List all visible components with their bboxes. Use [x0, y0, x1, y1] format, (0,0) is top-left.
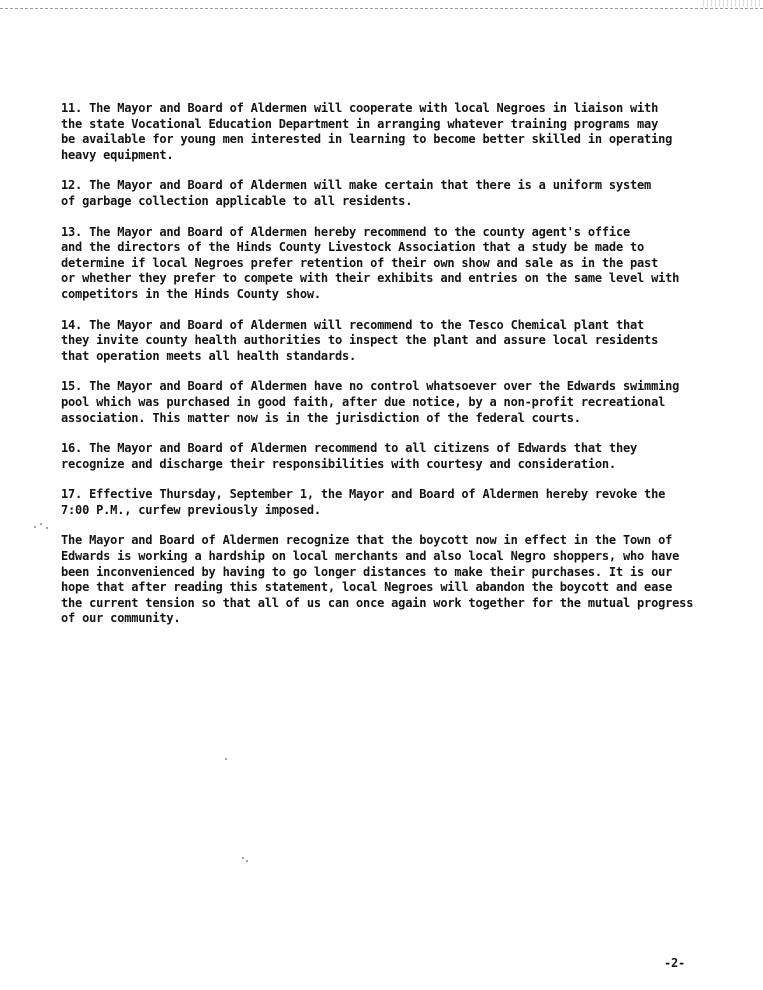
paragraph-line: 15. The Mayor and Board of Aldermen have no control whatsoever over the Edwards swimming [61, 379, 680, 394]
paragraph-line: that operation meets all health standards. [61, 348, 357, 363]
scan-noise [703, 0, 763, 7]
paragraph-line: be available for young men interested in learning to become better skilled in operating [61, 132, 673, 147]
scan-speck [225, 758, 227, 760]
paragraph [61, 178, 733, 209]
paragraph [61, 441, 733, 472]
paragraph-line: competitors in the Hinds County show. [61, 286, 321, 301]
scan-speck [34, 526, 36, 528]
paragraph [61, 379, 733, 426]
document-body [61, 101, 733, 642]
paragraph-line: 16. The Mayor and Board of Aldermen recommend to all citizens of Edwards that they [61, 441, 638, 456]
paragraph-line: pool which was purchased in good faith, after due notice, by a non-profit recreational [61, 394, 666, 409]
scan-speck [40, 523, 42, 525]
paragraph [61, 533, 733, 627]
paragraph [61, 318, 733, 365]
page-number: -2- [664, 956, 686, 970]
paragraph-line: of our community. [61, 611, 181, 626]
paragraph-line: 13. The Mayor and Board of Aldermen hereby recommend to the county agent's office [61, 224, 630, 239]
paragraph-line: the state Vocational Education Department in arranging whatever training programs may [61, 116, 659, 131]
scan-speck [242, 857, 244, 859]
paragraph-line: 11. The Mayor and Board of Aldermen will cooperate with local Negroes in liaison with [61, 101, 659, 115]
paragraph-line: recognize and discharge their responsibilities with courtesy and consideration. [61, 456, 616, 471]
paragraph [61, 487, 733, 518]
scan-speck [246, 860, 248, 862]
paragraph [61, 225, 733, 303]
paragraph-line: 7:00 P.M., curfew previously imposed. [61, 502, 321, 517]
paragraph-line: The Mayor and Board of Aldermen recognize that the boycott now in effect in the Town of [61, 533, 673, 548]
paragraph-line: they invite county health authorities to inspect the plant and assure local residents [61, 333, 659, 348]
paragraph-line: hope that after reading this statement, local Negroes will abandon the boycott and ease [61, 580, 673, 595]
paragraph-line: determine if local Negroes prefer retention of their own show and sale as in the past [61, 255, 659, 270]
paragraph-line: 17. Effective Thursday, September 1, the Mayor and Board of Aldermen hereby revoke the [61, 487, 666, 502]
paragraph-line: 12. The Mayor and Board of Aldermen will make certain that there is a uniform system [61, 178, 652, 193]
paragraph-line: 14. The Mayor and Board of Aldermen will recommend to the Tesco Chemical plant that [61, 317, 645, 332]
paragraph-line: the current tension so that all of us can once again work together for the mutual progress [61, 595, 694, 610]
paragraph [61, 101, 733, 163]
paragraph-line: Edwards is working a hardship on local merchants and also local Negro shoppers, who have [61, 549, 680, 564]
paragraph-line: or whether they prefer to compete with their exhibits and entries on the same level with [61, 271, 680, 286]
paragraph-line: association. This matter now is in the jurisdiction of the federal courts. [61, 410, 581, 425]
scan-speck [46, 527, 48, 529]
paragraph-line: of garbage collection applicable to all residents. [61, 193, 413, 208]
paragraph-line: been inconvenienced by having to go longer distances to make their purchases. It is our [61, 564, 673, 579]
paragraph-line: heavy equipment. [61, 147, 174, 162]
paragraph-line: and the directors of the Hinds County Livestock Association that a study be made to [61, 240, 645, 255]
page-top-edge [0, 8, 763, 9]
